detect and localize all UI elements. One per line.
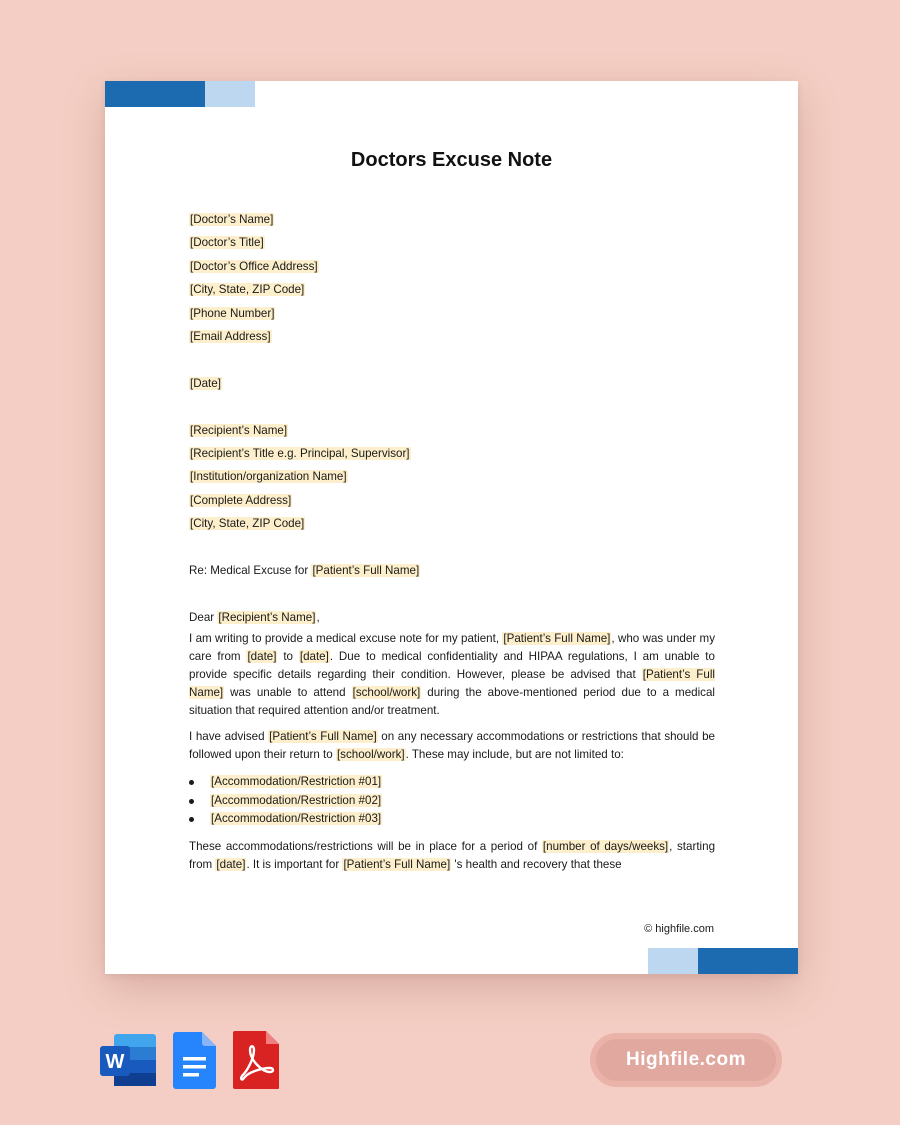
salutation: Dear [Recipient’s Name],	[189, 610, 320, 624]
accent-bar-bottom-light	[648, 948, 698, 974]
sender-address: [Doctor’s Office Address]	[190, 259, 318, 273]
sender-phone: [Phone Number]	[190, 306, 275, 320]
brand-label: Highfile.com	[596, 1039, 776, 1081]
recipient-block	[189, 419, 715, 536]
google-docs-icon[interactable]	[172, 1030, 218, 1090]
pdf-icon[interactable]	[232, 1030, 280, 1090]
sender-name: [Doctor’s Name]	[190, 213, 274, 226]
document-body	[189, 208, 715, 874]
letter-date: [Date]	[190, 376, 221, 390]
svg-text:W: W	[105, 1051, 125, 1073]
paragraph-3: These accommodations/restrictions will be in place for a period of [number of days/weeks], starting from [date]. It is important for [Patient’s Full Name] 's health and recovery that these	[189, 839, 716, 871]
sender-city: [City, State, ZIP Code]	[190, 283, 305, 297]
accent-bar-bottom-dark	[698, 948, 798, 974]
recipient-organization: [Institution/organization Name]	[190, 470, 347, 484]
recipient-address: [Complete Address]	[190, 493, 292, 507]
accent-bar-top-dark	[105, 81, 205, 107]
document-page	[105, 81, 798, 974]
recipient-title: [Recipient’s Title e.g. Principal, Supervisor]	[190, 446, 410, 460]
recipient-name: [Recipient’s Name]	[190, 423, 288, 437]
sender-title: [Doctor’s Title]	[190, 236, 264, 250]
word-icon[interactable]	[100, 1030, 158, 1090]
brand-badge[interactable]	[590, 1033, 782, 1087]
list-item: [Accommodation/Restriction #01]	[189, 773, 715, 792]
paragraph-1: I am writing to provide a medical excuse note for my patient, [Patient’s Full Name], who was under my care from [date] to [date]. Due to medical confidentiality and HIPAA regulations, I am unable to provide specific details regarding their condition. However, please be advised that [Patient’s Full Name] was unable to attend [school/work] during the above-mentioned period due to a medical situation that required attention and/or treatment.	[189, 632, 715, 718]
list-item: [Accommodation/Restriction #02]	[189, 792, 715, 811]
paragraph-2: I have advised [Patient’s Full Name] on any necessary accommodations or restrictions that should be followed upon their return to [school/work]. These may include, but are not limited to:	[189, 730, 715, 762]
sender-block	[189, 208, 715, 348]
list-item: [Accommodation/Restriction #03]	[189, 810, 715, 829]
subject-line: Re: Medical Excuse for [Patient’s Full Name]	[189, 563, 420, 577]
copyright-text: © highfile.com	[644, 923, 714, 935]
accent-bar-top-light	[205, 81, 255, 107]
sender-email: [Email Address]	[190, 329, 271, 343]
accommodations-list	[189, 773, 715, 829]
recipient-city: [City, State, ZIP Code]	[190, 517, 305, 531]
document-title: Doctors Excuse Note	[350, 149, 553, 171]
